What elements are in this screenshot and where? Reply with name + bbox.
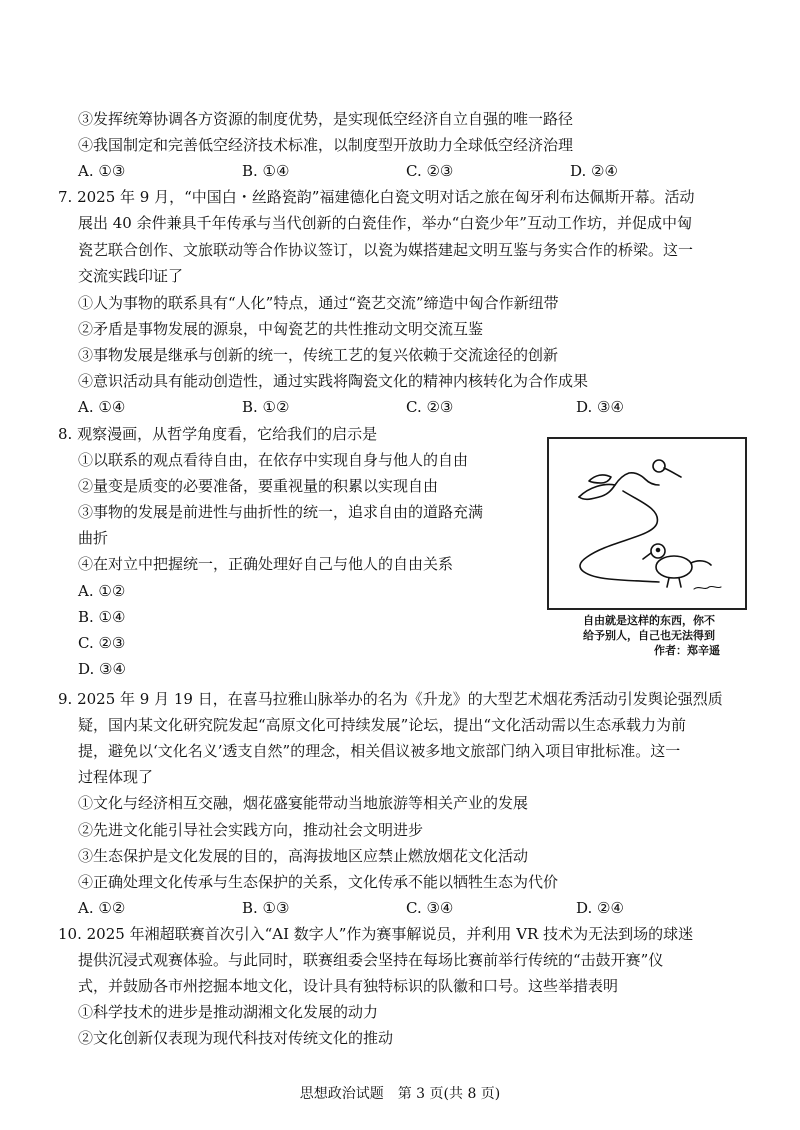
q10-stem-line-3: 式，并鼓励各市州挖掘本地文化，设计具有独特标识的队徽和口号。这些举措表明 <box>78 977 619 995</box>
cartoon-caption-line-2: 给予别人，自己也无法得到 <box>583 629 715 642</box>
q9-statement-1: ①文化与经济相互交融，烟花盛宴能带动当地旅游等相关产业的发展 <box>78 794 529 812</box>
q7-stem-line-3: 瓷艺联合创作、文旅联动等合作协议签订，以瓷为媒搭建起文明互鉴与务实合作的桥梁。这一 <box>78 241 694 259</box>
q7-statement-4: ④意识活动具有能动创造性，通过实践将陶瓷文化的精神内核转化为合作成果 <box>78 372 589 390</box>
q9-option-a: A. ①② <box>78 899 126 917</box>
q9-stem-line-1: 9. 2025 年 9 月 19 日，在喜马拉雅山脉举办的名为《升龙》的大型艺术烟花秀活动引发舆论强烈质 <box>58 690 723 708</box>
q8-option-b: B. ①④ <box>78 608 126 626</box>
q7-option-d: D. ③④ <box>576 398 624 416</box>
flying-figure-head <box>653 460 665 472</box>
q6-option-b: B. ①④ <box>242 162 290 180</box>
q9-option-c: C. ③④ <box>406 899 454 917</box>
bird-eye <box>657 549 660 552</box>
q6-options <box>78 158 618 184</box>
q9-options <box>78 895 624 921</box>
bird-tail <box>691 561 711 565</box>
q6-statement-4: ④我国制定和完善低空经济技术标准，以制度型开放助力全球低空经济治理 <box>78 136 574 154</box>
q6-option-a: A. ①③ <box>78 162 126 180</box>
q7-option-b: B. ①② <box>242 398 290 416</box>
q7-options <box>78 394 624 420</box>
q8-option-d: D. ③④ <box>78 660 126 678</box>
flying-figure-body <box>579 473 659 497</box>
cartoon-caption-line-1: 自由就是这样的东西，你不 <box>583 614 715 627</box>
q8-statement-3a: ③事物的发展是前进性与曲折性的统一，追求自由的道路充满 <box>78 503 484 521</box>
page-footer: 思想政治试题 第 3 页(共 8 页) <box>299 1086 501 1102</box>
q9-statement-3: ③生态保护是文化发展的目的，高海拔地区应禁止燃放烟花文化活动 <box>78 847 529 865</box>
q8-statement-4: ④在对立中把握统一，正确处理好自己与他人的自由关系 <box>78 555 454 573</box>
q8-option-a: A. ①② <box>78 582 126 600</box>
q9-stem-line-4: 过程体现了 <box>78 768 154 786</box>
q10-statement-2: ②文化创新仅表现为现代科技对传统文化的推动 <box>78 1029 394 1047</box>
cartoon-author: 作者：郑辛遥 <box>654 644 720 657</box>
q9-option-b: B. ①③ <box>242 899 290 917</box>
q7-statement-3: ③事物发展是继承与创新的统一，传统工艺的复兴依赖于交流途径的创新 <box>78 346 559 364</box>
bird-legs <box>667 578 681 587</box>
q7-stem-line-1: 7. 2025 年 9 月，“中国白・丝路瓷韵”福建德化白瓷文明对话之旅在匈牙利布达佩斯开幕。活动 <box>58 188 695 206</box>
q8-option-c: C. ②③ <box>78 634 126 652</box>
q7-option-a: A. ①④ <box>78 398 126 416</box>
q7-stem-line-4: 交流实践印证了 <box>78 267 184 285</box>
cartoon-frame <box>547 437 747 610</box>
flying-figure-beak <box>664 468 681 477</box>
bird-body <box>656 556 692 578</box>
q9-option-d: D. ②④ <box>576 899 624 917</box>
q10-stem-line-2: 提供沉浸式观赛体验。与此同时，联赛组委会坚持在每场比赛前举行传统的“击鼓开赛”仪 <box>78 951 664 969</box>
tether-line <box>580 491 659 582</box>
q8-statement-2: ②量变是质变的必要准备，要重视量的积累以实现自由 <box>78 477 439 495</box>
q9-statement-4: ④正确处理文化传承与生态保护的关系，文化传承不能以牺牲生态为代价 <box>78 873 559 891</box>
q9-statement-2: ②先进文化能引导社会实践方向，推动社会文明进步 <box>78 821 424 839</box>
q8-stem: 8. 观察漫画，从哲学角度看，它给我们的启示是 <box>58 425 378 443</box>
q7-statement-1: ①人为事物的联系具有“人化”特点，通过“瓷艺交流”缔造中匈合作新纽带 <box>78 294 559 312</box>
q6-statement-3: ③发挥统筹协调各方资源的制度优势，是实现低空经济自立自强的唯一路径 <box>78 110 574 128</box>
q10-statement-1: ①科学技术的进步是推动湖湘文化发展的动力 <box>78 1003 379 1021</box>
q8-statement-1: ①以联系的观点看待自由，在依存中实现自身与他人的自由 <box>78 451 469 469</box>
bird-beak <box>643 553 651 559</box>
q6-option-c: C. ②③ <box>406 162 454 180</box>
q9-stem-line-2: 疑，国内某文化研究院发起“高原文化可持续发展”论坛，提出“文化活动需以生态承载力为前 <box>78 716 687 734</box>
q6-option-d: D. ②④ <box>570 162 618 180</box>
cartoon-drawing <box>549 439 745 608</box>
q7-stem-line-2: 展出 40 余件兼具千年传承与当代创新的白瓷佳作，举办“白瓷少年”互动工作坊，并促成中匈 <box>78 214 692 232</box>
q8-statement-3b: 曲折 <box>78 529 109 547</box>
q7-option-c: C. ②③ <box>406 398 454 416</box>
q9-stem-line-3: 提，避免以‘文化名义’透支自然”的理念，相关倡议被多地文旅部门纳入项目审批标准。这一 <box>78 742 681 760</box>
signature-mark <box>694 586 721 589</box>
q10-stem-line-1: 10. 2025 年湘超联赛首次引入“AI 数字人”作为赛事解说员，并利用 VR 技术为无法到场的球迷 <box>58 925 694 943</box>
q7-statement-2: ②矛盾是事物发展的源泉，中匈瓷艺的共性推动文明交流互鉴 <box>78 320 484 338</box>
flying-figure-cape <box>589 475 611 483</box>
